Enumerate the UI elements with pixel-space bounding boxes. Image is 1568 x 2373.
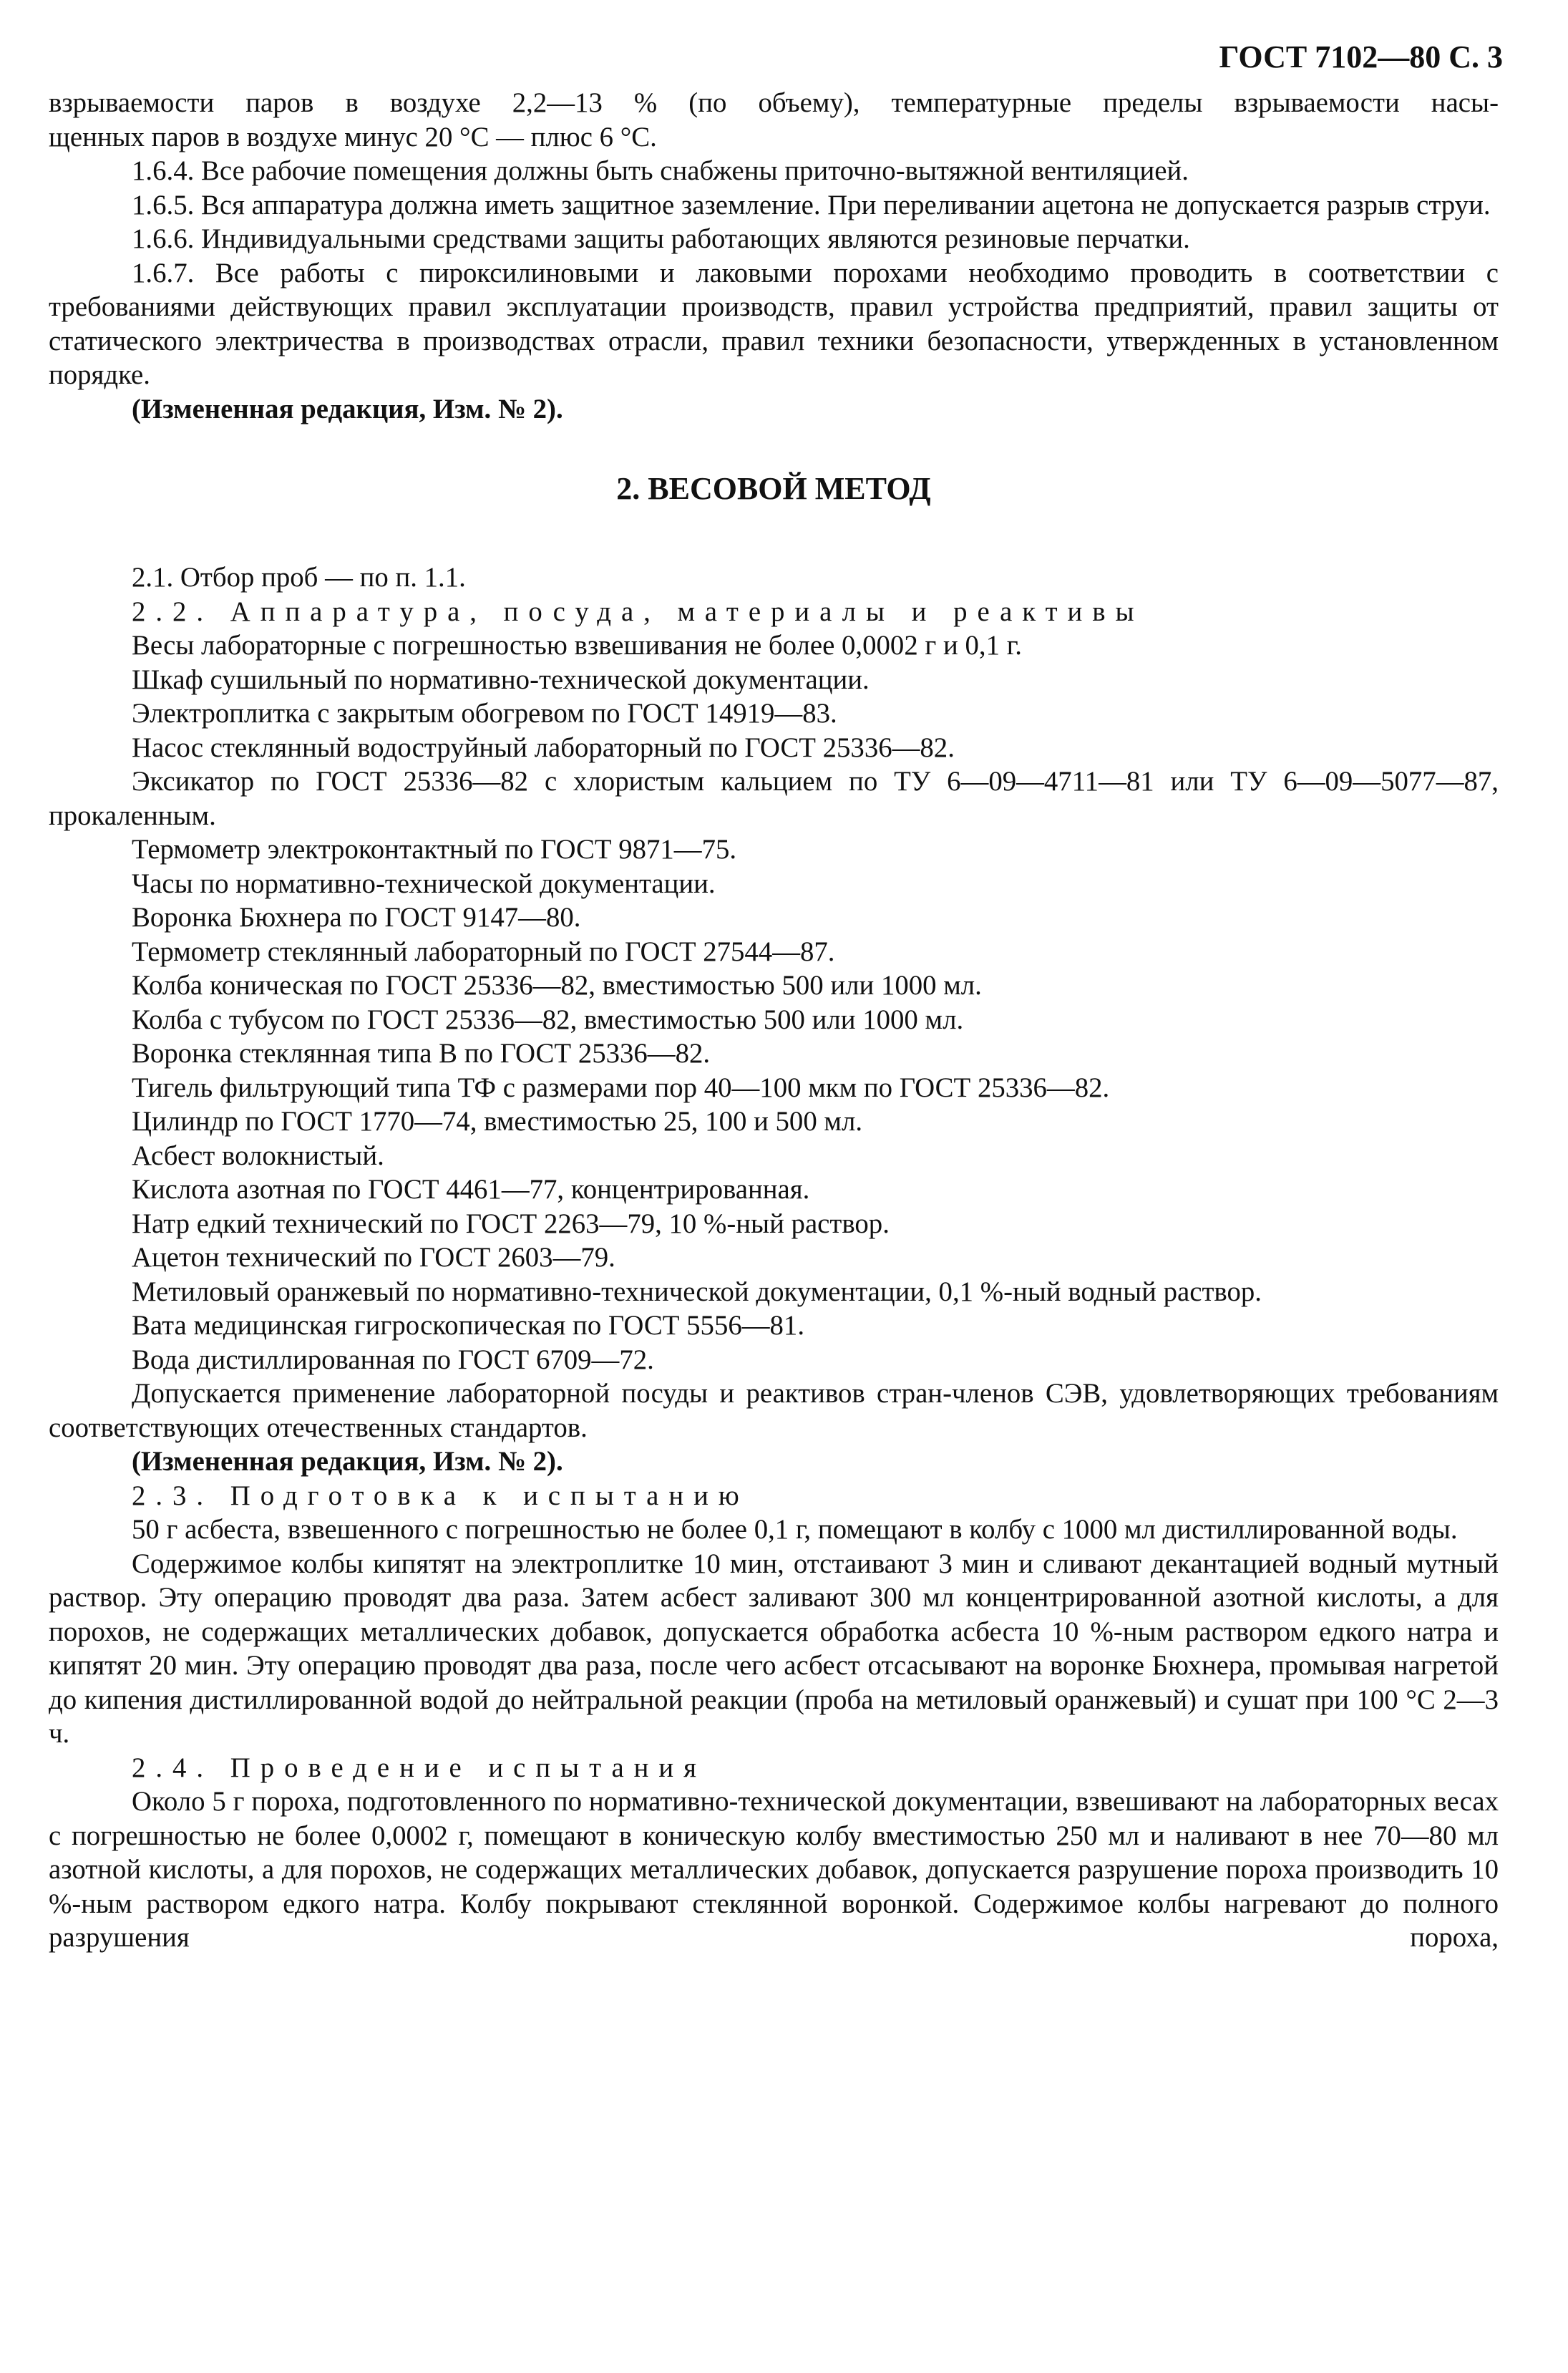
paragraph-continuation-line2: щенных паров в воздухе минус 20 °С — плюс 6 °С. xyxy=(49,121,657,152)
paragraph-1-6-7: 1.6.7. Все работы с пироксилиновыми и лаковыми порохами необходимо проводить в соответствии с требованиями действующих правил эксплуатации производств, правил устройства предприятий, правил защиты от статического электричества в производствах отрасли, правил техники безопасности, утвержденных в установленном порядке. xyxy=(49,257,1499,390)
list-item: Воронка стеклянная типа В по ГОСТ 25336—82. xyxy=(132,1038,711,1069)
list-item: Электроплитка с закрытым обогревом по ГОСТ 14919—83. xyxy=(132,698,837,729)
list-item: Ацетон технический по ГОСТ 2603—79. xyxy=(132,1242,615,1273)
equipment-list xyxy=(49,629,1499,1377)
list-item: Насос стеклянный водоструйный лабораторный по ГОСТ 25336—82. xyxy=(132,732,955,763)
subsection-2-2-title: 2.2. Аппаратура, посуда, материалы и реактивы xyxy=(132,596,1144,627)
list-item: Асбест волокнистый. xyxy=(132,1140,384,1171)
paragraph-cmea-note: Допускается применение лабораторной посуды и реактивов стран-членов СЭВ, удовлетворяющих требованиям соответствующих отечественных стандартов. xyxy=(49,1378,1499,1443)
list-item: Термометр электроконтактный по ГОСТ 9871—75. xyxy=(132,834,737,865)
list-item: Кислота азотная по ГОСТ 4461—77, концентрированная. xyxy=(132,1174,810,1205)
paragraph-continuation-line1: взрываемости паров в воздухе 2,2—13 % (по объему), температурные пределы взрываемости насы- xyxy=(49,87,1499,118)
list-item: Цилиндр по ГОСТ 1770—74, вместимостью 25, 100 и 500 мл. xyxy=(132,1106,863,1137)
document-page xyxy=(49,29,1503,1955)
list-item: Шкаф сушильный по нормативно-технической документации. xyxy=(132,664,870,695)
paragraph-1-6-4: 1.6.4. Все рабочие помещения должны быть снабжены приточно-вытяжной вентиляцией. xyxy=(132,155,1189,186)
paragraph-1-6-5: 1.6.5. Вся аппаратура должна иметь защитное заземление. При переливании ацетона не допускается разрыв струи. xyxy=(132,189,1491,220)
subsection-2-3-title: 2.3. Подготовка к испытанию xyxy=(132,1480,749,1511)
section-title: 2. ВЕСОВОЙ МЕТОД xyxy=(616,471,931,506)
list-item: Термометр стеклянный лабораторный по ГОСТ 27544—87. xyxy=(132,936,835,967)
paragraph-2-1: 2.1. Отбор проб — по п. 1.1. xyxy=(132,562,466,593)
list-item: Часы по нормативно-технической документации. xyxy=(132,868,716,899)
list-item: Вода дистиллированная по ГОСТ 6709—72. xyxy=(132,1344,654,1375)
list-item: Воронка Бюхнера по ГОСТ 9147—80. xyxy=(132,902,581,933)
paragraph-2-4-1: Около 5 г пороха, подготовленного по нормативно-технической документации, взвешивают на лабораторных весах с погрешностью не более 0,0002 г, помещают в коническую колбу вместимостью 250 мл и наливают в нее 70—80 мл азотной кислоты, а для порохов, не содержащих металлических добавок, допускается разрушение пороха производить 10 %-ным раствором едкого натра. Колбу покрывают стеклянной воронкой. Содержимое колбы нагревают до полного разрушения пороха, xyxy=(49,1786,1499,1953)
list-item: Колба с тубусом по ГОСТ 25336—82, вместимостью 500 или 1000 мл. xyxy=(132,1004,964,1035)
subsection-2-4-title: 2.4. Проведение испытания xyxy=(132,1752,706,1783)
list-item: Весы лабораторные с погрешностью взвешивания не более 0,0002 г и 0,1 г. xyxy=(132,630,1022,661)
amendment-note-2: (Измененная редакция, Изм. № 2). xyxy=(132,1446,563,1477)
paragraph-2-3-1: 50 г асбеста, взвешенного с погрешностью не более 0,1 г, помещают в колбу с 1000 мл дистиллированной воды. xyxy=(132,1514,1458,1545)
list-item: Метиловый оранжевый по нормативно-технической документации, 0,1 %-ный водный раствор. xyxy=(132,1276,1262,1307)
list-item: Тигель фильтрующий типа ТФ с размерами пор 40—100 мкм по ГОСТ 25336—82. xyxy=(132,1072,1110,1103)
paragraph-2-3-2: Содержимое колбы кипятят на электроплитке 10 мин, отстаивают 3 мин и сливают декантацией водный мутный раствор. Эту операцию проводят два раза. Затем асбест заливают 300 мл концентрированной азотной кислоты, а для порохов, не содержащих металлических добавок, допускается обработка асбеста 10 %-ным раствором едкого натра и кипятят 20 мин. Эту операцию проводят два раза, после чего асбест отсасывают на воронке Бюхнера, промывая нагретой до кипения дистиллированной водой до нейтральной реакции (проба на метиловый оранжевый) и сушат при 100 °С 2—3 ч. xyxy=(49,1548,1499,1749)
list-item: Натр едкий технический по ГОСТ 2263—79, 10 %-ный раствор. xyxy=(132,1208,890,1239)
list-item: Эксикатор по ГОСТ 25336—82 с хлористым кальцием по ТУ 6—09—4711—81 или ТУ 6—09—5077—87, прокаленным. xyxy=(49,766,1499,831)
amendment-note-1: (Измененная редакция, Изм. № 2). xyxy=(132,393,563,424)
paragraph-1-6-6: 1.6.6. Индивидуальными средствами защиты работающих являются резиновые перчатки. xyxy=(132,223,1190,254)
list-item: Вата медицинская гигроскопическая по ГОСТ 5556—81. xyxy=(132,1310,805,1341)
list-item: Колба коническая по ГОСТ 25336—82, вместимостью 500 или 1000 мл. xyxy=(132,970,982,1001)
page-header: ГОСТ 7102—80 С. 3 xyxy=(1219,39,1503,74)
